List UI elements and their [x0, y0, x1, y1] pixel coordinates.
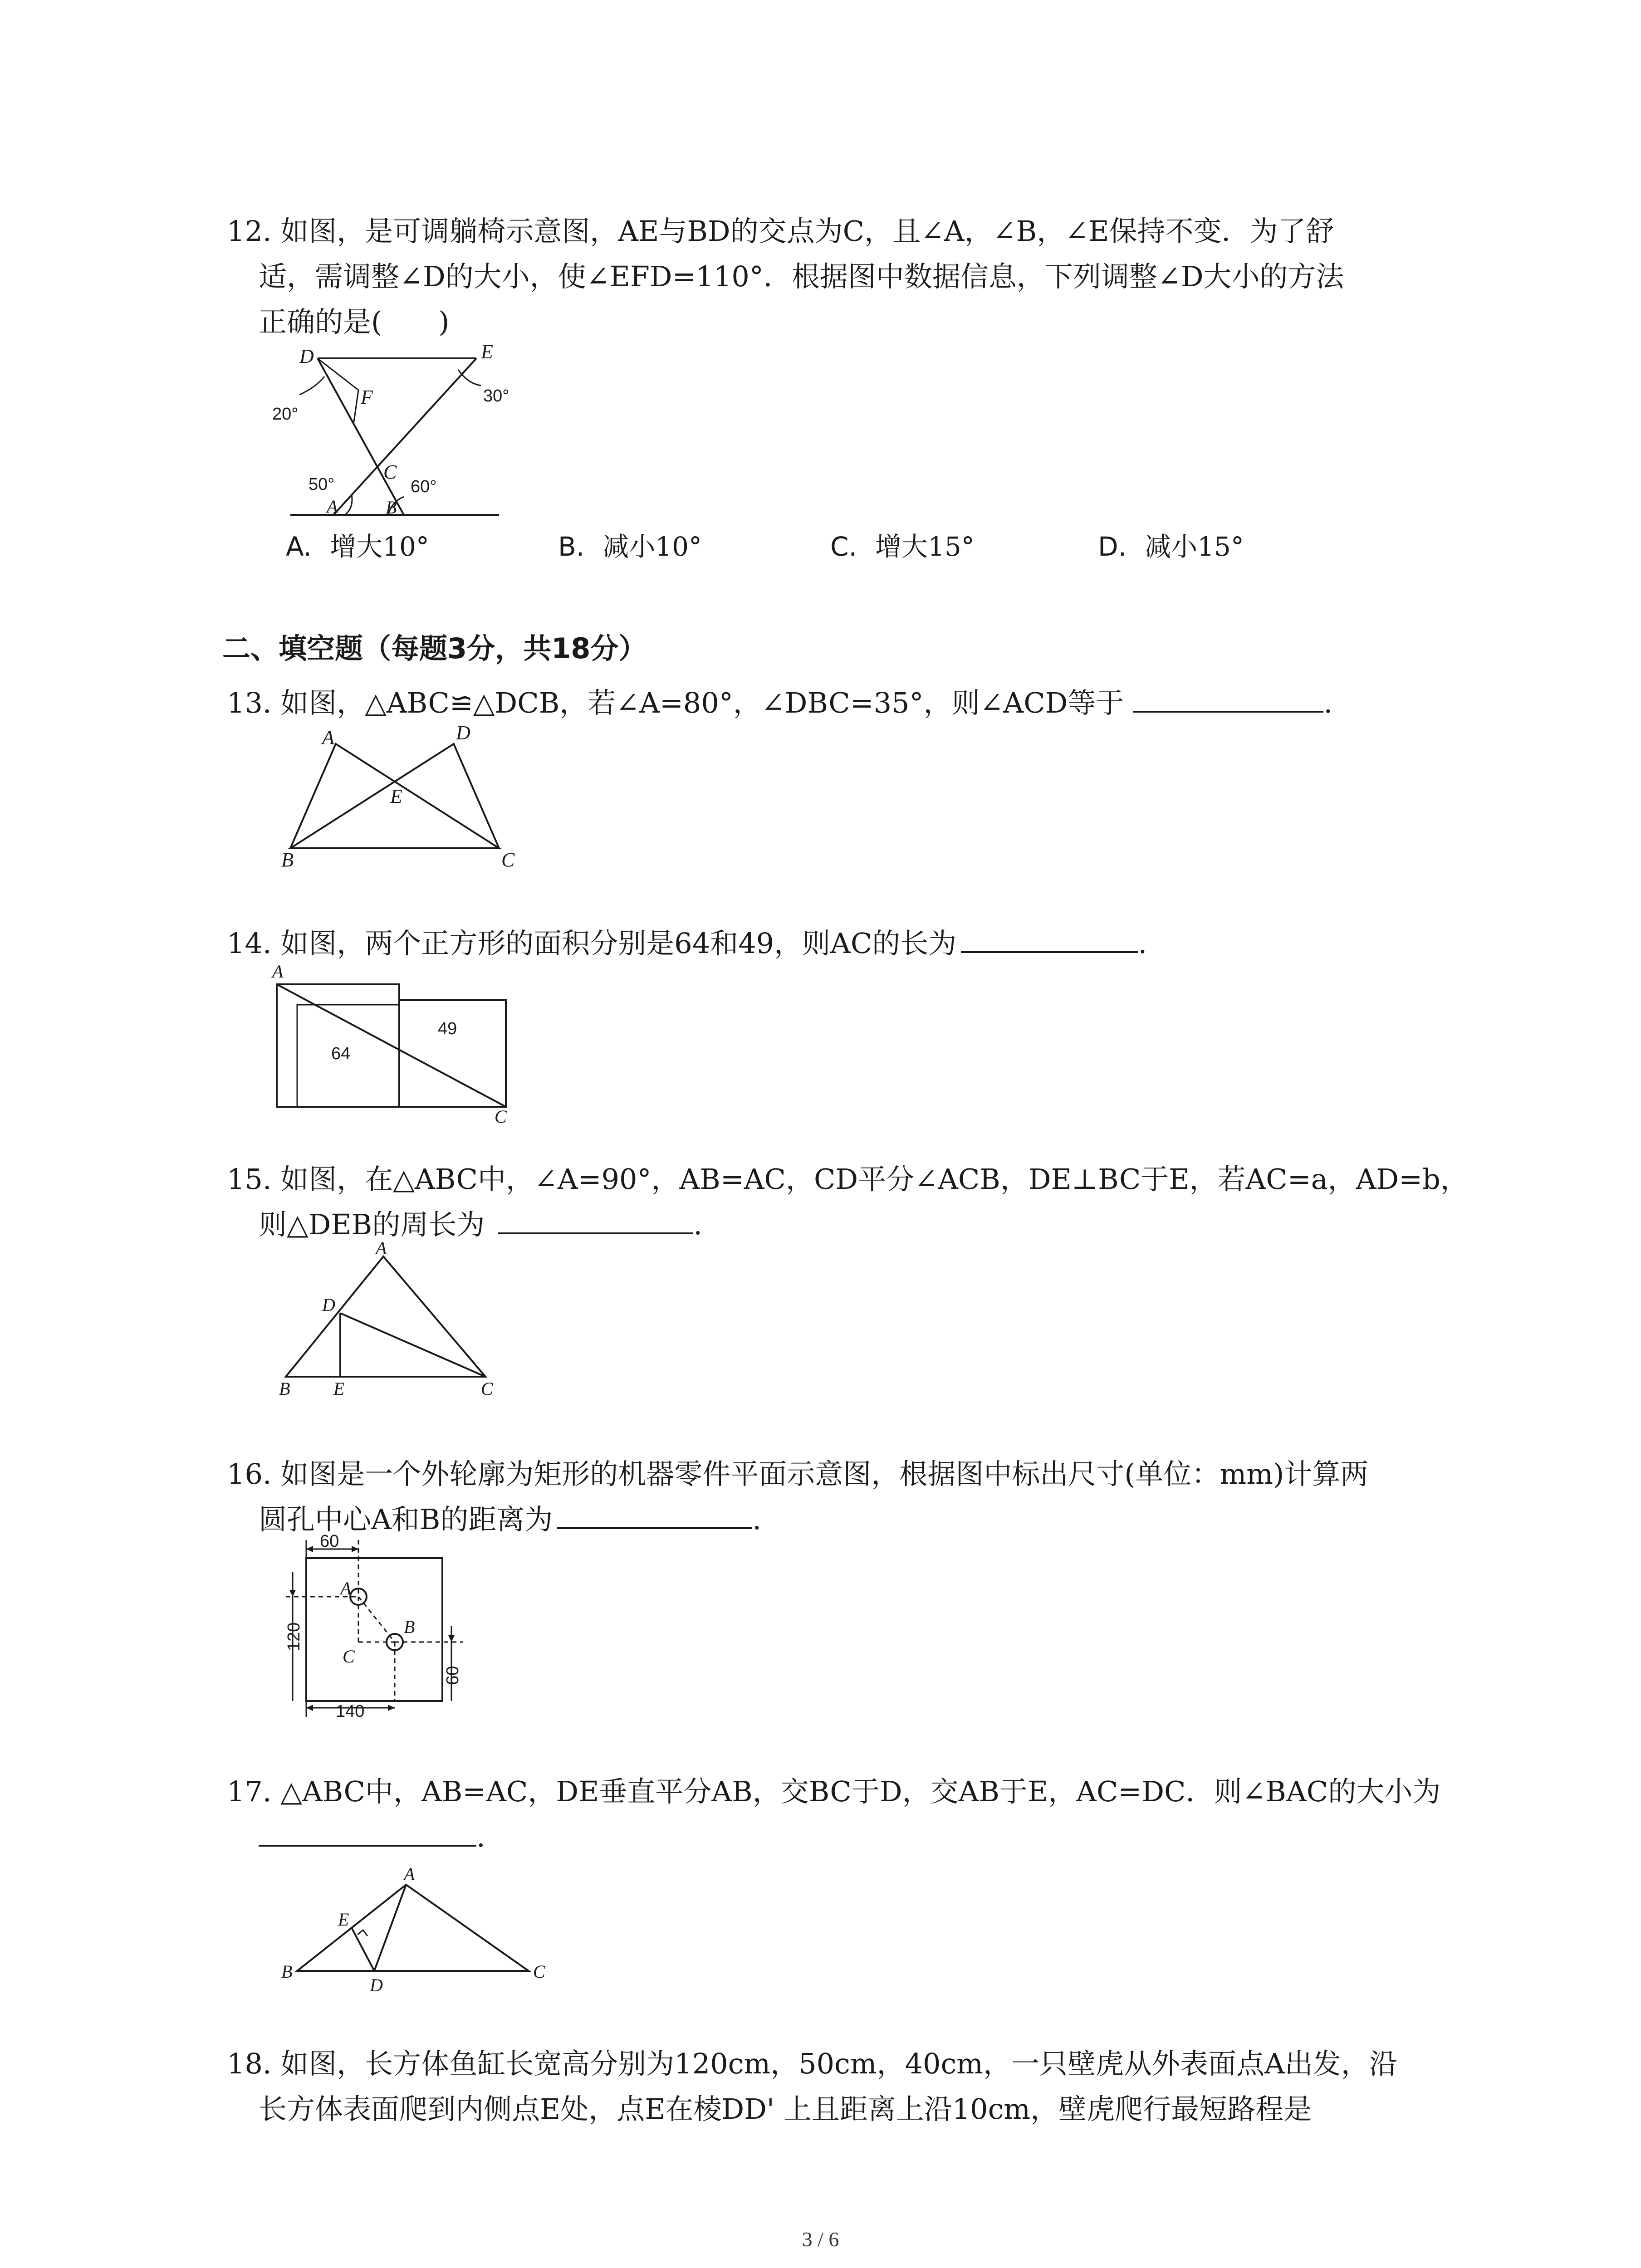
q17-end: .: [476, 1820, 485, 1853]
q12-angle-b: 60°: [411, 477, 437, 496]
q13-label-c: C: [501, 849, 515, 871]
q12-label-b: B: [386, 497, 397, 518]
section-title: 二、填空题（每题3分，共18分）: [222, 632, 647, 665]
q15-stem: 则△DEB的周长为: [259, 1208, 485, 1241]
q17-line1: 17. △ABC中，AB=AC，DE垂直平分AB，交BC于D，交AB于E，AC=DC．则∠BAC的大小为: [227, 1775, 1441, 1808]
q12-angle-e: 30°: [483, 386, 509, 406]
q14-figure: [272, 961, 517, 1127]
q16-dim-140: 140: [336, 1702, 365, 1721]
q14-square-64: 64: [331, 1044, 351, 1063]
q12-label-e: E: [481, 341, 493, 363]
q13-answer-blank[interactable]: [1133, 683, 1323, 713]
q12-label-a: A: [327, 496, 338, 517]
q16-dim-60-top: 60: [320, 1532, 339, 1551]
q12-angle-d: 20°: [272, 405, 299, 424]
q16-line1: 16. 如图是一个外轮廓为矩形的机器零件平面示意图，根据图中标出尺寸(单位：mm)计算两: [227, 1457, 1369, 1491]
q15-end: .: [693, 1208, 702, 1241]
q12-option-c-key: C.: [830, 531, 857, 562]
q16-label-b: B: [404, 1617, 415, 1637]
q12-label-f: F: [361, 386, 373, 408]
q12-line2: 适，需调整∠D的大小，使∠EFD=110°．根据图中数据信息，下列调整∠D大小的方法: [259, 260, 1344, 293]
q12-option-b-text: 减小10°: [603, 531, 702, 562]
q16-end: .: [752, 1503, 762, 1536]
q15-label-e: E: [333, 1378, 345, 1399]
q18-line1: 18. 如图，长方体鱼缸长宽高分别为120cm，50cm，40cm，一只壁虎从外表面点A出发，沿: [227, 2047, 1397, 2080]
q15-line1: 15. 如图，在△ABC中，∠A=90°，AB=AC，CD平分∠ACB，DE⊥BC于E，若AC=a，AD=b，: [227, 1163, 1469, 1196]
q12-option-b[interactable]: [558, 526, 702, 567]
q12-option-c[interactable]: [830, 526, 975, 567]
q15-figure: [272, 1238, 508, 1399]
q16-label-a: A: [340, 1578, 352, 1598]
q13-label-a: A: [322, 726, 334, 748]
q12-line1: 12. 如图，是可调躺椅示意图，AE与BD的交点为C，且∠A，∠B，∠E保持不变．为了舒: [227, 215, 1334, 248]
q14-answer-blank[interactable]: [961, 923, 1138, 953]
q12-option-b-key: B.: [558, 531, 585, 562]
q13-text: [227, 680, 1332, 726]
q15-label-d: D: [322, 1295, 335, 1315]
q12-option-d[interactable]: [1098, 526, 1244, 567]
q12-option-a-text: 增大10°: [330, 531, 429, 562]
q16-figure: [272, 1532, 481, 1721]
q15-answer-blank[interactable]: [498, 1204, 693, 1234]
q14-stem: 14. 如图，两个正方形的面积分别是64和49，则AC的长为: [227, 927, 957, 960]
q12-option-a[interactable]: [286, 526, 429, 567]
q12-option-c-text: 增大15°: [875, 531, 975, 562]
q12-angle-a: 50°: [309, 475, 335, 494]
q17-label-e: E: [338, 1909, 349, 1930]
q16-dim-60-right: 60: [443, 1666, 462, 1685]
q18-line2: 长方体表面爬到内侧点E处，点E在棱DD' 上且距离上沿10cm，壁虎爬行最短路程是: [259, 2092, 1312, 2126]
q13-stem: 13. 如图，△ABC≌△DCB，若∠A=80°，∠DBC=35°，则∠ACD等于: [227, 686, 1124, 719]
q12-line3: 正确的是( ): [259, 305, 450, 338]
page-number: 3 / 6: [802, 2228, 839, 2251]
q13-label-e: E: [390, 785, 402, 807]
q17-figure: [272, 1864, 554, 1995]
q17-line2: [259, 1814, 485, 1860]
q12-label-c: C: [383, 461, 397, 483]
q13-figure: [272, 722, 526, 871]
q15-line2: [259, 1202, 702, 1247]
q16-dim-120: 120: [284, 1622, 304, 1651]
q13-label-d: D: [456, 722, 470, 744]
q17-label-c: C: [533, 1961, 545, 1982]
q17-label-b: B: [281, 1961, 293, 1982]
q12-label-d: D: [299, 345, 314, 367]
q15-label-a: A: [376, 1238, 387, 1258]
q13-label-b: B: [281, 849, 294, 871]
q16-answer-blank[interactable]: [557, 1499, 752, 1529]
q17-label-a: A: [404, 1864, 415, 1884]
q12-option-d-text: 减小15°: [1145, 531, 1244, 562]
q16-stem: 圆孔中心A和B的距离为: [259, 1503, 553, 1536]
q17-label-d: D: [370, 1975, 383, 1995]
q15-label-c: C: [481, 1378, 493, 1399]
q14-square-49: 49: [438, 1019, 457, 1038]
q17-answer-blank[interactable]: [259, 1817, 476, 1847]
q12-option-a-key: A.: [286, 531, 312, 562]
q12-figure: [272, 341, 526, 526]
q13-end: .: [1323, 686, 1333, 719]
q14-label-c: C: [495, 1106, 507, 1127]
q14-label-a: A: [272, 961, 284, 982]
q15-label-b: B: [279, 1378, 290, 1399]
q16-label-c: C: [343, 1646, 355, 1667]
q14-text: [227, 921, 1147, 966]
q14-end: .: [1138, 927, 1147, 960]
q12-option-d-key: D.: [1098, 531, 1127, 562]
